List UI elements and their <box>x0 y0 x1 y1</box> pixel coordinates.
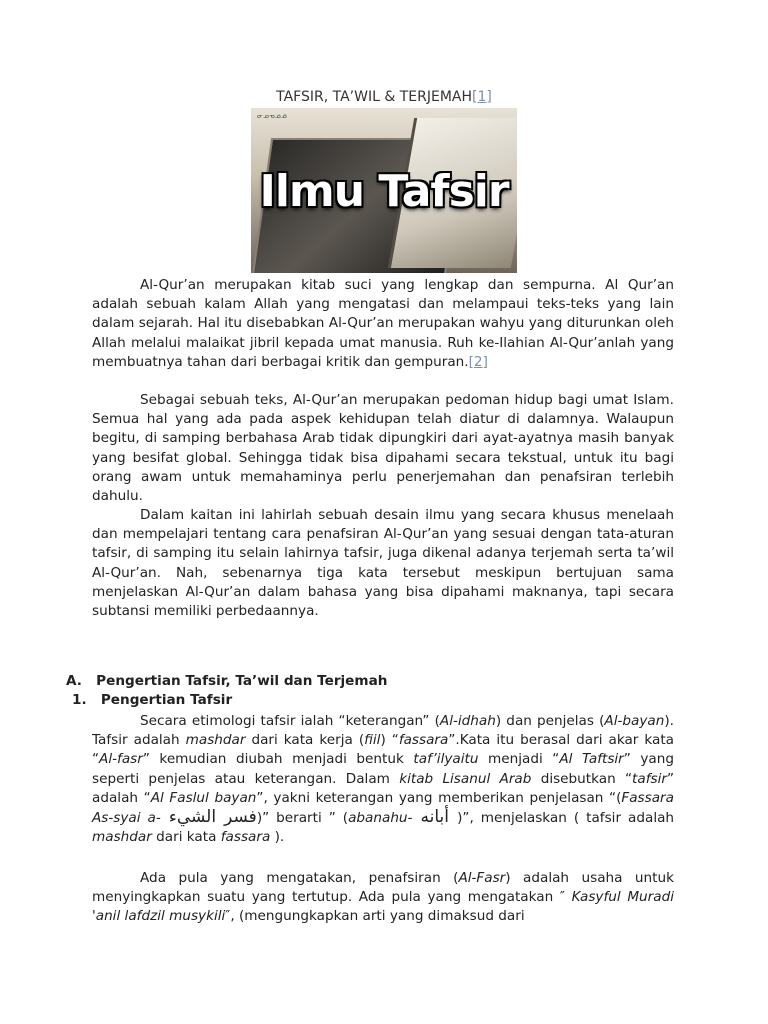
intro-paragraph-1 <box>92 276 674 372</box>
def-text: dari kata kerja ( <box>245 732 365 749</box>
def-term-abanahu: abanahu- <box>348 810 413 827</box>
def-text: )”, menjelaskan ( tafsir adalah <box>457 810 675 827</box>
subsection-1-title: Pengertian Tafsir <box>100 692 233 708</box>
subsection-1-marker: 1. <box>72 692 87 708</box>
arabic-fassara-asysyai: فسر الشيء <box>160 807 257 828</box>
title-text: TAFSIR, TA’WIL & TERJEMAH <box>276 89 472 105</box>
definition-paragraph <box>92 712 674 847</box>
last-text: ) adalah usaha untuk menyingkapkan suatu yang tertutup. Ada pula yang mengatakan ″ <box>92 870 674 906</box>
intro-paragraph-3 <box>92 506 674 621</box>
def-term-al-idhah: Al-idhah <box>439 713 496 729</box>
def-term-faslul-bayan: Al Faslul bayan <box>150 789 257 806</box>
last-text: ″, (mengungkapkan arti yang dimaksud dari <box>225 908 525 925</box>
def-text: )” berarti ” ( <box>256 810 349 827</box>
def-term-lisanul-arab: kitab Lisanul Arab <box>399 770 532 787</box>
image-scribble: ᓂᓄᓀᓅᓆ <box>257 112 287 120</box>
image-banner-text: Ilmu Tafsir <box>259 166 509 217</box>
section-a-title: Pengertian Tafsir, Ta’wil dan Terjemah <box>96 673 388 689</box>
def-text: dari kata <box>151 829 221 846</box>
def-text: ” yang seperti penjelas atau keterangan. Dalam <box>92 751 675 787</box>
arabic-abanahu: أبانه <box>412 807 458 828</box>
document-title <box>0 89 768 105</box>
def-text: ) dan penjelas ( <box>495 713 605 729</box>
def-term-mashdar-2: mashdar <box>92 829 152 846</box>
def-term-tafsir: tafsir <box>632 770 667 787</box>
def-term-al-taftsir: Al Taftsir <box>559 751 624 768</box>
title-footnote-link[interactable]: [1] <box>472 89 492 105</box>
def-term-fassara-as-syai: Fassara As-syai a- <box>92 789 674 827</box>
intro-paragraph-2-text: Sebagai sebuah teks, Al-Qur’an merupakan pedoman hidup bagi umat Islam. Semua hal yang ada pada aspek kehidupan telah diatur di dalamnya. Walaupun begitu, di samping berbahasa Arab tidak dipungkiri dari ayat-ayatnya masih banyak yang besifat global. Sehingga tidak bisa dipahami secara tekstual, untuk itu bagi orang awam untuk memahaminya perlu penerjemahan dan penafsiran terlebih dahulu. <box>92 392 674 505</box>
def-text: disebutkan “ <box>531 770 633 787</box>
def-term-al-fasr: Al-fasr <box>99 751 143 768</box>
footnote-link-2[interactable]: [2] <box>468 353 488 370</box>
last-term-kasyful-muradi: Kasyful Muradi 'anil lafdzil musykili <box>92 889 674 925</box>
def-text: ”, yakni keterangan yang memberikan penjelasan “( <box>256 789 622 806</box>
last-text: Ada pula yang mengatakan, penafsiran ( <box>140 870 459 886</box>
last-term-al-fasr: Al-Fasr <box>458 870 506 886</box>
def-text: ). Tafsir adalah <box>92 713 674 749</box>
section-a-marker: A. <box>66 673 82 689</box>
intro-paragraph-2 <box>92 391 674 506</box>
intro-paragraph-3-text: Dalam kaitan ini lahirlah sebuah desain ilmu yang secara khusus menelaah dan mempelajari tentang cara penafsiran Al-Qur’an yang sesuai dengan tata-aturan tafsir, di samping itu selain lahirnya tafsir, juga dikenal adanya terjemah serta ta’wil Al-Qur’an. Nah, sebenarnya tiga kata tersebut meskipun bertujuan sama menjelaskan Al-Qur’an dalam bahasa yang bisa dipahami maknanya, tapi secara subtansi memiliki perbedaannya. <box>92 507 674 620</box>
def-text: ) “ <box>380 732 399 749</box>
ilmu-tafsir-image <box>251 108 517 273</box>
def-text: ” kemudian diubah menjadi bentuk <box>142 751 414 768</box>
def-term-mashdar: mashdar <box>185 732 246 749</box>
def-term-fassara: fassara <box>398 732 449 749</box>
subsection-1-heading <box>72 692 232 708</box>
def-term-fassara-2: fassara <box>220 829 271 846</box>
last-paragraph <box>92 869 674 927</box>
def-text: ” adalah “ <box>92 770 674 806</box>
def-term-fiil: fiil <box>364 732 381 749</box>
def-text: ). <box>270 829 285 846</box>
def-text: Secara etimologi tafsir ialah “keterangan” ( <box>140 713 440 729</box>
def-term-al-bayan: Al-bayan <box>604 713 665 729</box>
def-term-tafil: taf’ilyaitu <box>413 751 479 768</box>
def-text: ”.Kata itu berasal dari akar kata “ <box>92 732 674 768</box>
def-text: menjadi “ <box>478 751 560 768</box>
intro-paragraph-1-text: Al-Qur’an merupakan kitab suci yang lengkap dan sempurna. Al Qur’an adalah sebuah kalam Allah yang mengatasi dan melampaui teks-teks yang lain dalam sejarah. Hal itu disebabkan Al-Qur’an merupakan wahyu yang diturunkan oleh Allah melalui malaikat jibril kepada umat manusia. Ruh ke-Ilahian Al-Qur’anlah yang membuatnya tahan dari berbagai kritik dan gempuran. <box>92 277 674 370</box>
section-a-heading <box>66 673 387 689</box>
